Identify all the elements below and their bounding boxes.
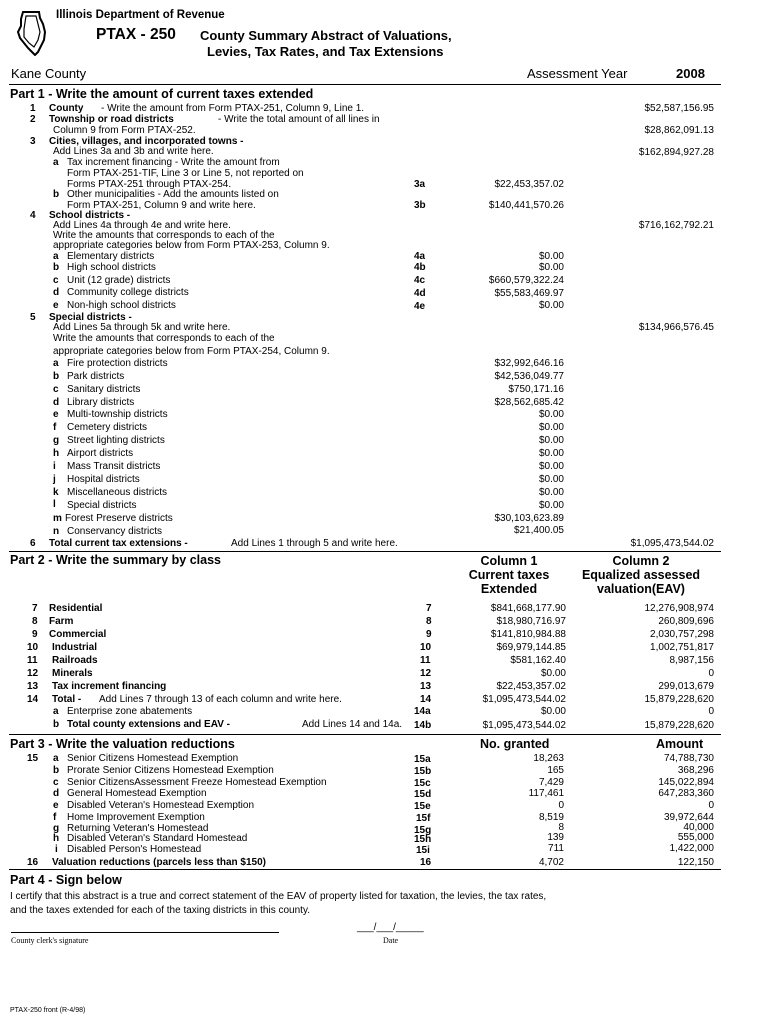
exemption-amount: 40,000 (683, 822, 714, 833)
school-label: Community college districts (67, 287, 189, 298)
school-amount: $660,579,322.24 (488, 275, 564, 286)
line-code: 15g (414, 825, 432, 836)
no-granted: 117,461 (528, 788, 564, 799)
form-title-line2: Levies, Tax Rates, and Tax Extensions (207, 44, 444, 59)
line-code: 7 (426, 603, 432, 614)
sub-letter: h (53, 448, 60, 459)
class-label: Railroads (52, 655, 98, 666)
class-eav: 2,030,757,298 (650, 629, 714, 640)
class-eav: 260,809,696 (658, 616, 714, 627)
line-number: 9 (32, 629, 38, 640)
line-label: Valuation reductions (parcels less than $150) (52, 857, 266, 868)
class-eav: 0 (708, 668, 714, 679)
county-total-taxes: $1,095,473,544.02 (482, 720, 566, 731)
special-label: Library districts (67, 397, 135, 408)
line-number: 12 (27, 668, 39, 679)
county-name: Kane County (11, 66, 87, 81)
assessment-year-label: Assessment Year (527, 66, 628, 81)
line-instruction: Other municipalities - Add the amounts listed on (67, 189, 279, 200)
special-label: Fire protection districts (67, 358, 168, 369)
sub-letter: e (53, 800, 59, 811)
special-label: Airport districts (67, 448, 134, 459)
section-rule (9, 551, 721, 552)
line-instruction: Add Lines 4a through 4e and write here. (53, 220, 231, 231)
sub-letter: h (53, 833, 60, 844)
agency-name: Illinois Department of Revenue (56, 9, 225, 21)
sub-letter: d (53, 788, 60, 799)
exemption-amount: 74,788,730 (663, 753, 714, 764)
form-code: PTAX - 250 (96, 26, 176, 43)
line-instruction: Add Lines 14 and 14a. (302, 719, 403, 730)
line-code: 4e (414, 301, 426, 312)
line-number: 2 (30, 114, 36, 125)
sub-letter: m (53, 513, 62, 524)
amount-header: Amount (656, 737, 704, 751)
part2-title: Part 2 - Write the summary by class (10, 553, 221, 567)
sub-letter: n (53, 526, 60, 537)
exemption-label: Disabled Veteran's Homestead Exemption (67, 800, 255, 811)
no-granted: 18,263 (533, 753, 564, 764)
sub-letter: c (53, 384, 59, 395)
class-taxes: $0.00 (540, 668, 566, 679)
no-granted: 4,702 (538, 857, 564, 868)
line-label: School districts - (49, 210, 131, 221)
column1-header-line: Extended (480, 582, 538, 596)
class-taxes: $841,668,177.90 (490, 603, 566, 614)
sub-letter: l (53, 499, 56, 510)
sub-letter: f (53, 422, 57, 433)
special-amount: $0.00 (538, 448, 564, 459)
special-amount: $0.00 (538, 409, 564, 420)
line-code: 14b (414, 720, 432, 731)
special-label: Conservancy districts (67, 526, 163, 537)
date-field[interactable]: ___/___/_____ (357, 922, 424, 933)
part1-title: Part 1 - Write the amount of current taxes extended (10, 87, 314, 101)
no-granted-header: No. granted (480, 737, 550, 751)
exemption-label: General Homestead Exemption (67, 788, 207, 799)
school-amount: $0.00 (538, 262, 564, 273)
special-amount: $0.00 (538, 474, 564, 485)
sub-letter: a (53, 753, 59, 764)
school-amount: $0.00 (538, 300, 564, 311)
line-instruction: appropriate categories below from Form PTAX-254, Column 9. (53, 346, 330, 357)
line-code: 16 (420, 857, 432, 868)
special-districts-amount: $134,966,576.45 (638, 322, 714, 333)
line-code: 4c (414, 275, 426, 286)
sub-letter: b (53, 371, 60, 382)
special-label: Hospital districts (67, 474, 140, 485)
class-label: Minerals (52, 668, 93, 679)
column2-header-line: Column 2 (612, 554, 670, 568)
exemption-amount: 145,022,894 (658, 777, 714, 788)
sub-letter: i (55, 844, 58, 855)
class-label: Commercial (49, 629, 107, 640)
signature-label: County clerk's signature (11, 936, 89, 945)
line-number: 11 (27, 655, 38, 666)
line-code: 11 (420, 655, 431, 666)
part3-title: Part 3 - Write the valuation reductions (10, 737, 235, 751)
class-label: Tax increment financing (52, 681, 167, 692)
line-instruction: Column 9 from Form PTAX-252. (53, 125, 196, 136)
no-granted: 7,429 (538, 777, 564, 788)
column1-header-line: Current taxes (468, 568, 550, 582)
exemption-label: Disabled Veteran's Standard Homestead (67, 833, 248, 844)
sub-letter: b (53, 262, 60, 273)
county-amount: $52,587,156.95 (644, 103, 714, 114)
line-number: 16 (27, 857, 39, 868)
school-amount: $55,583,469.97 (494, 288, 564, 299)
no-granted: 0 (558, 800, 564, 811)
section-rule (9, 869, 721, 870)
special-amount: $0.00 (538, 500, 564, 511)
line-number: 15 (27, 753, 39, 764)
exemption-label: Senior CitizensAssessment Freeze Homestead Exemption (67, 777, 327, 788)
exemption-label: Prorate Senior Citizens Homestead Exemption (67, 765, 274, 776)
special-amount: $28,562,685.42 (494, 397, 564, 408)
school-label: Elementary districts (67, 251, 155, 262)
class-eav: 299,013,679 (658, 681, 714, 692)
line-label: Cities, villages, and incorporated towns - (49, 136, 244, 147)
sub-letter: f (53, 812, 57, 823)
form-title-line1: County Summary Abstract of Valuations, (200, 28, 452, 43)
exemption-label: Home Improvement Exemption (67, 812, 205, 823)
school-label: High school districts (67, 262, 156, 273)
line-code: 14 (420, 694, 432, 705)
line-code: 12 (420, 668, 432, 679)
assessment-year: 2008 (676, 66, 705, 81)
line-code: 14a (414, 706, 431, 717)
line-instruction: Write the amounts that corresponds to each of the (53, 333, 275, 344)
special-label: Special districts (67, 500, 137, 511)
sub-letter: b (53, 719, 60, 730)
class-label: Residential (49, 603, 103, 614)
line-number: 13 (27, 681, 39, 692)
line-instruction: Add Lines 3a and 3b and write here. (53, 146, 214, 157)
exemption-label: Returning Veteran's Homestead (67, 823, 209, 834)
line-instruction: - Write the total amount of all lines in (218, 114, 380, 125)
class-taxes: $141,810,984.88 (490, 629, 566, 640)
line-instruction: Tax increment financing - Write the amount from (67, 157, 280, 168)
sub-letter: d (53, 397, 60, 408)
line-code: 8 (426, 616, 432, 627)
line-code: 13 (420, 681, 432, 692)
class-taxes: $581,162.40 (510, 655, 566, 666)
total-eav: 15,879,228,620 (644, 694, 714, 705)
tif-amount: $22,453,357.02 (494, 179, 564, 190)
class-taxes: $69,979,144.85 (496, 642, 566, 653)
line-label: Total current tax extensions - (49, 538, 188, 549)
date-label: Date (383, 936, 399, 945)
line-number: 1 (30, 103, 36, 114)
line-instruction: appropriate categories below from Form PTAX-253, Column 9. (53, 240, 330, 251)
special-amount: $32,992,646.16 (494, 358, 564, 369)
line-number: 3 (30, 136, 36, 147)
line-instruction: Form PTAX-251, Column 9 and write here. (67, 200, 256, 211)
special-amount: $0.00 (538, 422, 564, 433)
special-label: Forest Preserve districts (65, 513, 173, 524)
line-code: 15b (414, 766, 432, 777)
no-granted: 165 (547, 765, 564, 776)
line-instruction: Forms PTAX-251 through PTAX-254. (67, 179, 232, 190)
special-label: Sanitary districts (67, 384, 141, 395)
line-code: 15e (414, 801, 431, 812)
line-label: Township or road districts (49, 114, 174, 125)
total-extensions-amount: $1,095,473,544.02 (630, 538, 714, 549)
class-label: Farm (49, 616, 74, 627)
special-amount: $750,171.16 (508, 384, 564, 395)
line-number: 10 (27, 642, 39, 653)
line-code: 15i (416, 845, 430, 856)
header-rule (9, 84, 721, 85)
line-code: 4b (414, 262, 426, 273)
exemption-amount: 368,296 (677, 765, 714, 776)
sub-letter: a (53, 706, 59, 717)
sub-letter: c (53, 777, 59, 788)
line-code: 15h (414, 834, 432, 845)
sub-letter: g (53, 823, 60, 834)
column2-header-line: valuation(EAV) (597, 582, 685, 596)
class-label: Industrial (52, 642, 98, 653)
sub-letter: j (53, 474, 56, 485)
illinois-state-logo (15, 10, 49, 56)
line-code: 9 (426, 629, 432, 640)
class-taxes: $22,453,357.02 (496, 681, 566, 692)
other-municipalities-amount: $140,441,570.26 (488, 200, 564, 211)
school-districts-amount: $716,162,792.21 (638, 220, 714, 231)
line-code: 15a (414, 754, 431, 765)
line-label: County (49, 103, 84, 114)
certification-text: and the taxes extended for each of the taxing districts in this county. (10, 905, 310, 916)
line-code: 10 (420, 642, 432, 653)
exemption-label: Senior Citizens Homestead Exemption (67, 753, 239, 764)
line-instruction: - Write the amount from Form PTAX-251, Column 9, Line 1. (101, 103, 365, 114)
exemption-amount: 647,283,360 (658, 788, 714, 799)
class-eav: 8,987,156 (669, 655, 714, 666)
line-number: 8 (32, 616, 38, 627)
special-label: Miscellaneous districts (67, 487, 168, 498)
sub-letter: a (53, 358, 59, 369)
exemption-amount: 39,972,644 (663, 812, 714, 823)
exemption-label: Disabled Person's Homestead (67, 844, 202, 855)
line-number: 6 (30, 538, 36, 549)
line-code: 15d (414, 789, 432, 800)
sub-letter: a (53, 251, 59, 262)
special-label: Mass Transit districts (67, 461, 161, 472)
no-granted: 139 (547, 832, 564, 843)
line-code: 15f (416, 813, 431, 824)
line-instruction: Add Lines 5a through 5k and write here. (53, 322, 231, 333)
special-amount: $42,536,049.77 (494, 371, 564, 382)
special-amount: $21,400.05 (513, 525, 564, 536)
special-amount: $0.00 (538, 435, 564, 446)
column1-header-line: Column 1 (480, 554, 538, 568)
column2-header-line: Equalized assessed (581, 568, 701, 582)
school-label: Unit (12 grade) districts (67, 275, 171, 286)
line-code: 4d (414, 288, 426, 299)
column2-header (566, 554, 716, 596)
no-granted: 8,519 (538, 812, 564, 823)
reduction-amount: 122,150 (677, 857, 714, 868)
no-granted: 8 (558, 822, 564, 833)
line-label: Total - (52, 694, 82, 705)
section-rule (9, 734, 721, 735)
class-eav: 1,002,751,817 (650, 642, 714, 653)
enterprise-zone-eav: 0 (708, 706, 714, 717)
exemption-amount: 1,422,000 (669, 843, 714, 854)
class-taxes: $18,980,716.97 (496, 616, 566, 627)
school-amount: $0.00 (538, 251, 564, 262)
part4-title: Part 4 - Sign below (10, 873, 122, 887)
school-label: Non-high school districts (67, 300, 176, 311)
line-instruction: Write the amounts that corresponds to each of the (53, 230, 275, 241)
form-footer: PTAX-250 front (R-4/98) (10, 1007, 86, 1014)
sub-letter: g (53, 435, 60, 446)
special-label: Cemetery districts (67, 422, 148, 433)
sub-letter: e (53, 409, 59, 420)
class-eav: 12,276,908,974 (644, 603, 714, 614)
line-instruction: Add Lines 7 through 13 of each column and write here. (99, 694, 342, 705)
line-label: Enterprise zone abatements (67, 706, 193, 717)
township-amount: $28,862,091.13 (644, 125, 714, 136)
sub-letter: k (53, 487, 59, 498)
column1-header (452, 554, 566, 596)
special-label: Park districts (67, 371, 125, 382)
sub-letter: i (53, 461, 56, 472)
line-instruction: Form PTAX-251-TIF, Line 3 or Line 5, not reported on (67, 168, 304, 179)
sub-letter: b (53, 189, 60, 200)
line-number: 7 (32, 603, 38, 614)
signature-line[interactable] (11, 932, 279, 933)
sub-letter: c (53, 275, 59, 286)
cities-amount: $162,894,927.28 (638, 147, 714, 158)
line-number: 4 (30, 210, 36, 221)
county-total-eav: 15,879,228,620 (644, 720, 714, 731)
special-amount: $0.00 (538, 487, 564, 498)
line-number: 5 (30, 312, 36, 323)
line-number: 14 (27, 694, 39, 705)
sub-letter: a (53, 157, 59, 168)
exemption-amount: 555,000 (677, 832, 714, 843)
sub-letter: b (53, 765, 60, 776)
line-code: 4a (414, 251, 426, 262)
line-code: 15c (414, 778, 431, 789)
line-code: 3a (414, 179, 426, 190)
sub-letter: d (53, 287, 60, 298)
certification-text: I certify that this abstract is a true and correct statement of the EAV of property listed for taxation, the levies, the tax rates, (10, 891, 547, 902)
line-label: Special districts - (49, 312, 132, 323)
line-label: Total county extensions and EAV - (67, 719, 230, 730)
line-code: 3b (414, 200, 426, 211)
special-label: Multi-township districts (67, 409, 168, 420)
no-granted: 711 (548, 843, 564, 854)
enterprise-zone-taxes: $0.00 (540, 706, 566, 717)
sub-letter: e (53, 300, 59, 311)
special-amount: $0.00 (538, 461, 564, 472)
exemption-amount: 0 (708, 800, 714, 811)
total-taxes: $1,095,473,544.02 (482, 694, 566, 705)
line-instruction: Add Lines 1 through 5 and write here. (231, 538, 398, 549)
special-label: Street lighting districts (67, 435, 165, 446)
special-amount: $30,103,623.89 (494, 513, 564, 524)
